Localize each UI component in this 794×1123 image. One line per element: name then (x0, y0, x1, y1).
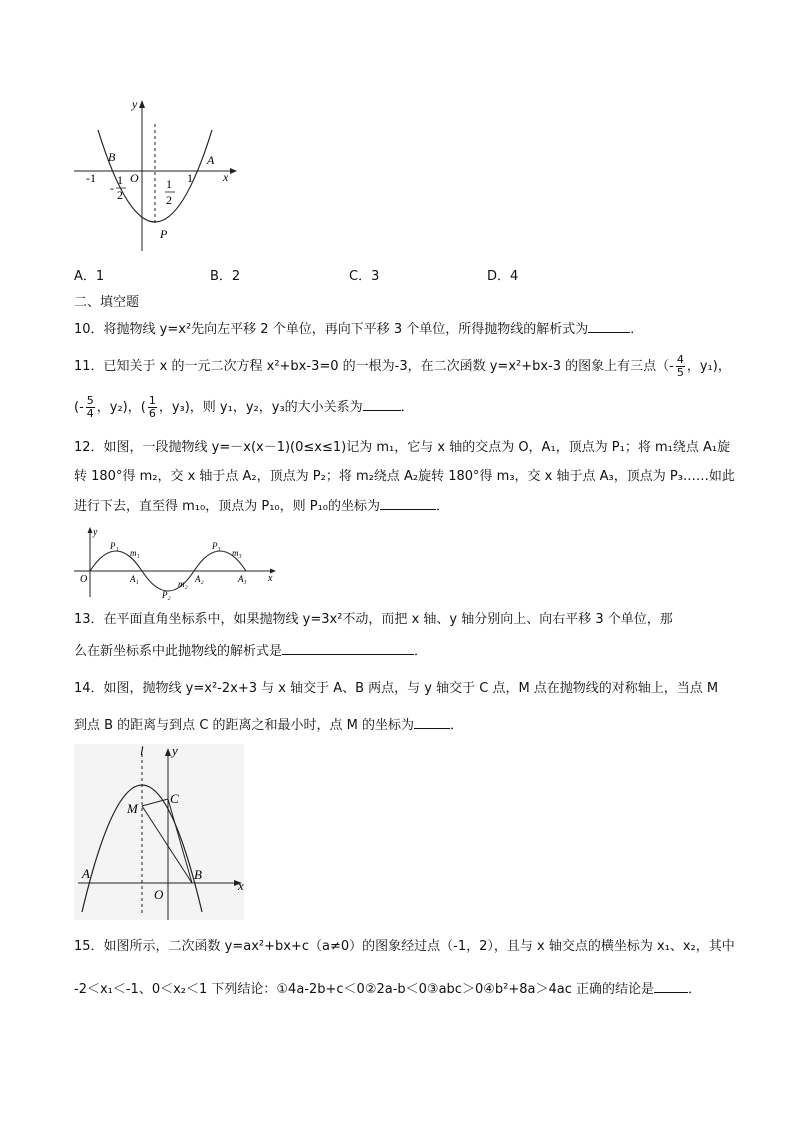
neg-half-num: 1 (117, 173, 123, 187)
choice-d-letter: D． (487, 269, 511, 284)
a-label: A (82, 866, 90, 881)
q10-answer-blank[interactable] (588, 320, 630, 333)
question-11-line1 (74, 352, 731, 382)
y-axis-arrow (88, 527, 93, 533)
q11-after-f2: ，y₂)，( (96, 400, 146, 415)
origin-label: O (130, 171, 139, 185)
p3-label: P₃ (212, 541, 221, 551)
choice-c-letter: C． (349, 269, 372, 284)
question-14-line2 (74, 716, 463, 735)
choice-a-value: 1 (95, 269, 105, 284)
choice-d[interactable] (487, 268, 518, 286)
choice-d-value: 4 (510, 269, 519, 284)
x-axis-arrow (230, 168, 237, 174)
question-12-line2: 转 180°得 m₂，交 x 轴于点 A₂，顶点为 P₂；将 m₂绕点 A₂旋转 180°得 m₃，交 x 轴于点 A₃，顶点为 P₃……如此 (74, 469, 735, 484)
choice-a[interactable] (74, 268, 104, 286)
q10-text: 10．将抛物线 y=x²先向左平移 2 个单位，再向下平移 3 个单位，所得抛物线的解析式为 (74, 322, 589, 337)
q11-f3-den: 6 (148, 407, 156, 420)
q14-line2-text: 到点 B 的距离与到点 C 的距离之和最小时，点 M 的坐标为 (74, 718, 415, 733)
q11-f2-den: 4 (86, 407, 94, 420)
q10-end: ． (630, 322, 644, 337)
q11-open2: (- (74, 400, 84, 415)
q11-f2-num: 5 (86, 394, 94, 407)
q13-end: ． (414, 644, 428, 659)
a1-label: A₁ (130, 574, 139, 584)
q11-fraction-1 (676, 354, 685, 379)
q11-line1-text: 11．已知关于 x 的一元二次方程 x²+bx-3=0 的一根为-3，在二次函数 y=x²+bx-3 的图象上有三点（- (74, 359, 674, 374)
question-12-line3 (74, 497, 449, 516)
q15-line2-text: -2＜x₁＜-1、0＜x₂＜1 下列结论：①4a-2b+c＜0②2a-b＜0③abc＞0④b²+8a＞4ac 正确的结论是 (74, 982, 654, 997)
pos-half-den: 2 (166, 193, 172, 207)
q11-f3-num: 1 (148, 394, 156, 407)
neg-half-sign: - (110, 181, 114, 195)
m3-label: m₃ (232, 548, 242, 558)
c-label: C (170, 791, 179, 806)
tick-1: 1 (187, 171, 193, 185)
y-label: y (172, 744, 178, 758)
q11-after-f1: ，y₁)， (686, 359, 731, 374)
tick-neg1: -1 (86, 171, 96, 185)
neg-half-den: 2 (117, 188, 123, 202)
question-11-line2 (74, 393, 414, 423)
question-15-line2 (74, 980, 701, 999)
q11-after-f3: ，y₃)，则 y₁，y₂，y₃的大小关系为 (158, 400, 363, 415)
x-label: x (238, 878, 244, 893)
q13-answer-blank[interactable] (282, 642, 414, 655)
point-p-label: P (160, 227, 168, 241)
m2-label: m₂ (178, 579, 188, 589)
question-12-line1: 12．如图，一段抛物线 y=－x(x－1)(0≤x≤1)记为 m₁，它与 x 轴的交点为 O，A₁，顶点为 P₁；将 m₁绕点 A₁旋 (74, 440, 731, 455)
p2-label: P₂ (162, 590, 171, 600)
p1-label: P₁ (110, 541, 119, 551)
l-label: l (140, 744, 144, 758)
point-a-label: A (207, 153, 215, 167)
point-b-label: B (108, 150, 116, 164)
question-14-line1: 14．如图，抛物线 y=x²-2x+3 与 x 轴交于 A、B 两点，与 y 轴交于 C 点，M 点在抛物线的对称轴上，当点 M (74, 681, 719, 696)
choice-b-letter: B． (210, 269, 232, 284)
section-title: 二、填空题 (74, 295, 140, 310)
choice-b[interactable] (210, 268, 240, 286)
q14-answer-blank[interactable] (414, 716, 450, 729)
q12-line3-text: 进行下去，直至得 m₁₀，顶点为 P₁₀，则 P₁₀的坐标为 (74, 499, 381, 514)
y-axis-arrow (139, 100, 145, 108)
q14-end: ． (450, 718, 464, 733)
y-axis-label: y (132, 97, 138, 111)
choice-c-value: 3 (371, 269, 380, 284)
q15-answer-blank[interactable] (654, 980, 688, 993)
x-label: x (268, 573, 273, 584)
question-13-line1: 13．在平面直角坐标系中，如果抛物线 y=3x²不动，而把 x 轴、y 轴分别向上、向右平移 3 个单位，那 (74, 612, 673, 627)
figure-parabola-abp (70, 96, 245, 256)
choice-c[interactable] (349, 268, 379, 286)
q13-line2-text: 么在新坐标系中此抛物线的解析式是 (74, 644, 283, 659)
q11-end: ． (400, 400, 414, 415)
q11-answer-blank[interactable] (363, 398, 401, 411)
pos-half-num: 1 (166, 177, 172, 191)
m1-label: m₁ (130, 548, 140, 558)
y-label: y (93, 527, 98, 538)
m-label: M (127, 801, 138, 816)
o-label: O (154, 887, 164, 902)
a3-label: A₃ (238, 574, 247, 584)
q12-end: ． (436, 499, 450, 514)
question-15-line1: 15．如图所示，二次函数 y=ax²+bx+c（a≠0）的图象经过点（-1，2），且与 x 轴交点的横坐标为 x₁、x₂，其中 (74, 939, 735, 954)
q11-fraction-3 (148, 395, 157, 420)
figure-parabola-mcb (74, 744, 252, 922)
origin-label: O (80, 574, 88, 585)
x-axis-label: x (223, 170, 229, 184)
choice-a-letter: A． (74, 269, 96, 284)
q11-fraction-2 (86, 395, 95, 420)
b-label: B (194, 867, 202, 882)
choice-b-value: 2 (231, 269, 241, 284)
q11-f1-den: 5 (676, 366, 684, 379)
a2-label: A₂ (195, 574, 204, 584)
question-10 (74, 320, 643, 339)
question-13-line2 (74, 642, 427, 661)
q15-end: ． (688, 982, 702, 997)
figure-wave-parabolas (72, 525, 282, 600)
q11-f1-num: 4 (676, 353, 684, 366)
q12-answer-blank[interactable] (380, 497, 436, 510)
